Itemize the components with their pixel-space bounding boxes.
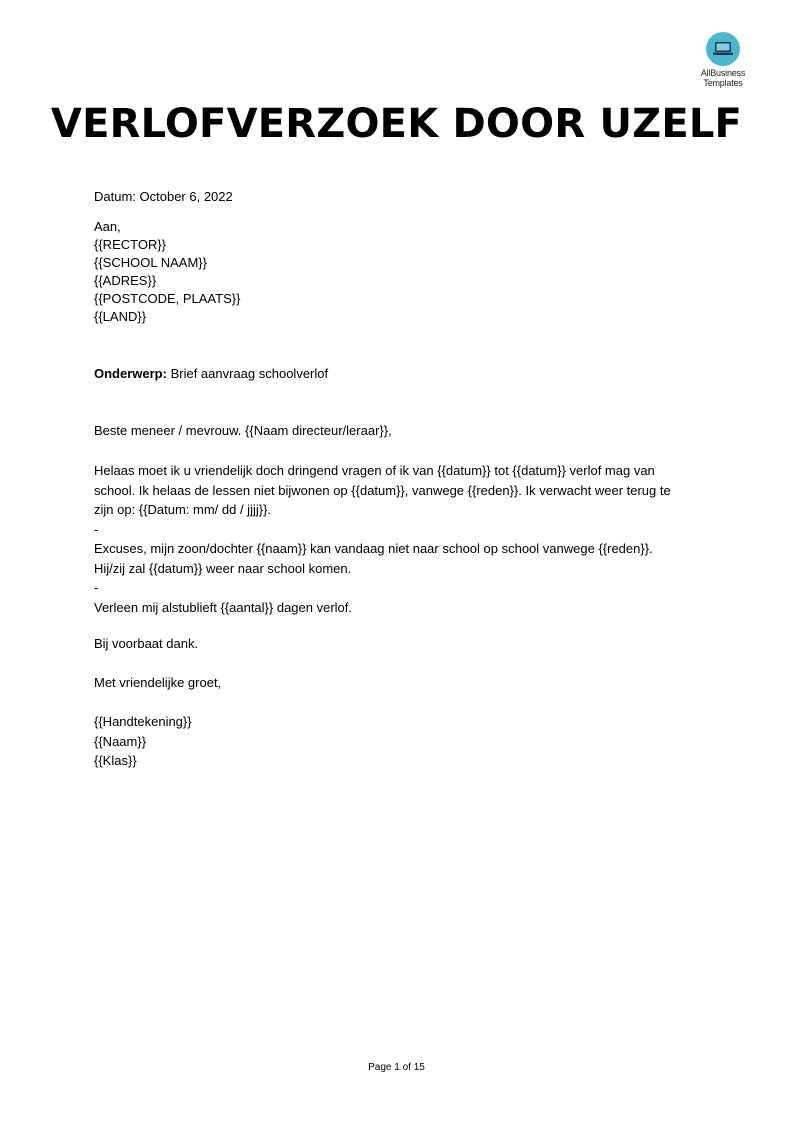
logo-text-line2: Templates [703, 78, 743, 88]
separator: - [94, 521, 99, 537]
address-to: Aan, [94, 219, 121, 234]
date-line: Datum: October 6, 2022 [94, 189, 233, 204]
address-line: {{LAND}} [94, 309, 147, 324]
address-line: {{POSTCODE, PLAATS}} [94, 291, 241, 306]
recipient-address [94, 218, 240, 326]
logo-badge [706, 32, 740, 66]
separator: - [94, 580, 99, 595]
address-line: {{ADRES}} [94, 273, 157, 288]
body-line: zijn op: {{Datum: mm/ dd / jjjj}}. [94, 502, 272, 517]
body-line: school. Ik helaas de lessen niet bijwonen op {{datum}}, vanwege {{reden}}. Ik verwacht weer terug te [94, 482, 671, 498]
page-number: Page 1 of 15 [368, 1062, 425, 1073]
body-line: Helaas moet ik u vriendelijk doch dringend vragen of ik van {{datum}} tot {{datum}} verlof mag van [94, 463, 655, 478]
thanks-line: Bij voorbaat dank. [94, 636, 199, 651]
signature-line: {{Handtekening}} [94, 714, 192, 729]
body-line: Verleen mij alstublieft {{aantal}} dagen verlof. [94, 599, 353, 615]
allbusiness-logo [692, 32, 754, 88]
address-line: {{RECTOR}} [94, 237, 167, 252]
signature-line: {{Klas}} [94, 753, 137, 768]
body-text [94, 461, 671, 617]
logo-text [692, 68, 754, 88]
body-line: Hij/zij zal {{datum}} weer naar school komen. [94, 560, 352, 576]
laptop-icon [712, 41, 734, 57]
greeting: Beste meneer / mevrouw. {{Naam directeur/leraar}}, [94, 423, 392, 438]
subject-line [94, 365, 328, 383]
subject-value: Brief aanvraag schoolverlof [166, 366, 329, 381]
signature-block [94, 712, 192, 771]
address-line: {{SCHOOL NAAM}} [94, 255, 207, 270]
closing-line: Met vriendelijke groet, [94, 675, 222, 690]
logo-text-line1: AllBusiness [700, 68, 746, 78]
signature-line: {{Naam}} [94, 733, 147, 749]
subject-label: Onderwerp: [94, 366, 167, 381]
body-line: Excuses, mijn zoon/dochter {{naam}} kan vandaag niet naar school op school vanwege {{reden}}. [94, 541, 653, 556]
document-title: VERLOFVERZOEK DOOR UZELF [50, 101, 743, 147]
